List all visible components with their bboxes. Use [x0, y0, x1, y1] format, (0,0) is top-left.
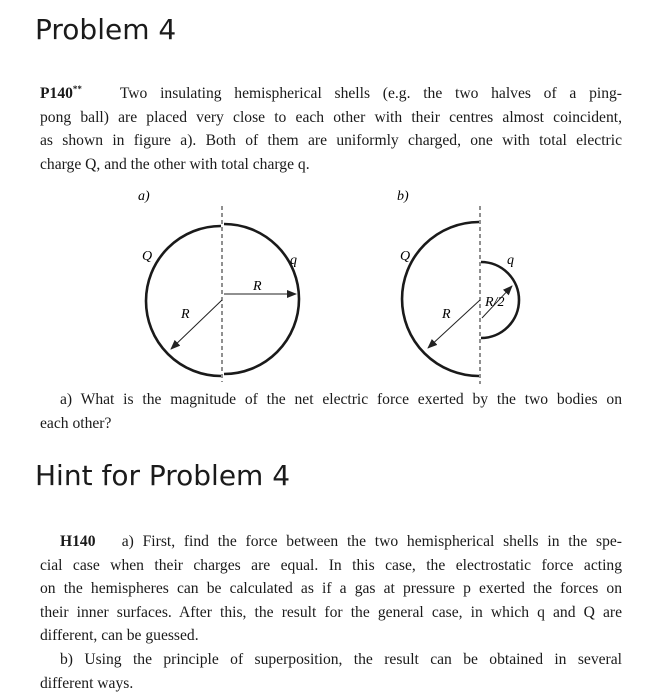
- problem-heading: Problem 4: [35, 13, 177, 46]
- radius-label-small: R/2: [485, 295, 505, 310]
- question-line: each other?: [40, 414, 112, 432]
- figure-a: [138, 189, 299, 382]
- figure-a-label: a): [138, 189, 150, 204]
- hint-text-line: different, can be guessed.: [40, 627, 199, 645]
- problem-text-line: Two insulating hemispherical shells (e.g. the two halves of a ping-: [119, 85, 622, 102]
- figure-b-label: b): [397, 189, 409, 204]
- hint-statement: [40, 530, 622, 695]
- charge-Q-label: Q: [400, 249, 411, 264]
- radius-label-right: R: [253, 279, 262, 294]
- figure-b: [397, 189, 519, 384]
- hint-text-line: different ways.: [40, 674, 134, 692]
- right-hemisphere-shell: [224, 224, 299, 374]
- hint-text-line: cial case when their charges are equal. In this case, the electrostatic force acting: [40, 556, 622, 574]
- question-line: a) What is the magnitude of the net electric force exerted by the two bodies on: [60, 391, 622, 408]
- problem-text-line: charge Q, and the other with total charge q.: [40, 155, 310, 173]
- charge-q-label: q: [507, 253, 514, 268]
- question-statement: [40, 388, 622, 435]
- charge-Q-label: Q: [142, 249, 153, 264]
- hint-heading: Hint for Problem 4: [35, 459, 291, 492]
- difficulty-stars: **: [72, 84, 82, 94]
- hint-text-line: b) Using the principle of superposition, the result can be obtained in several: [60, 650, 622, 668]
- problem-code: P140: [40, 85, 73, 102]
- large-hemisphere-shell: [402, 222, 479, 376]
- radius-label-left: R: [181, 307, 190, 322]
- problem-text-line: as shown in figure a). Both of them are uniformly charged, one with total electric: [40, 132, 622, 150]
- charge-q-label: q: [290, 253, 297, 268]
- left-hemisphere-shell: [146, 226, 221, 376]
- problem-text-line: pong ball) are placed very close to each other with their centres almost coincident,: [40, 108, 622, 126]
- hint-text-line: their inner surfaces. After this, the result for the general case, in which q and Q are: [40, 603, 622, 621]
- radius-arrow-left: [171, 300, 222, 349]
- radius-label-left: R: [442, 307, 451, 322]
- hint-code: H140: [60, 533, 96, 550]
- hint-text-line: on the hemispheres can be calculated as if a gas at pressure p exerted the forces on: [40, 580, 622, 598]
- hint-text-line: a) First, find the force between the two hemispherical shells in the spe-: [121, 533, 623, 550]
- radius-arrow-left: [428, 300, 480, 348]
- hint-line-1: [40, 530, 622, 554]
